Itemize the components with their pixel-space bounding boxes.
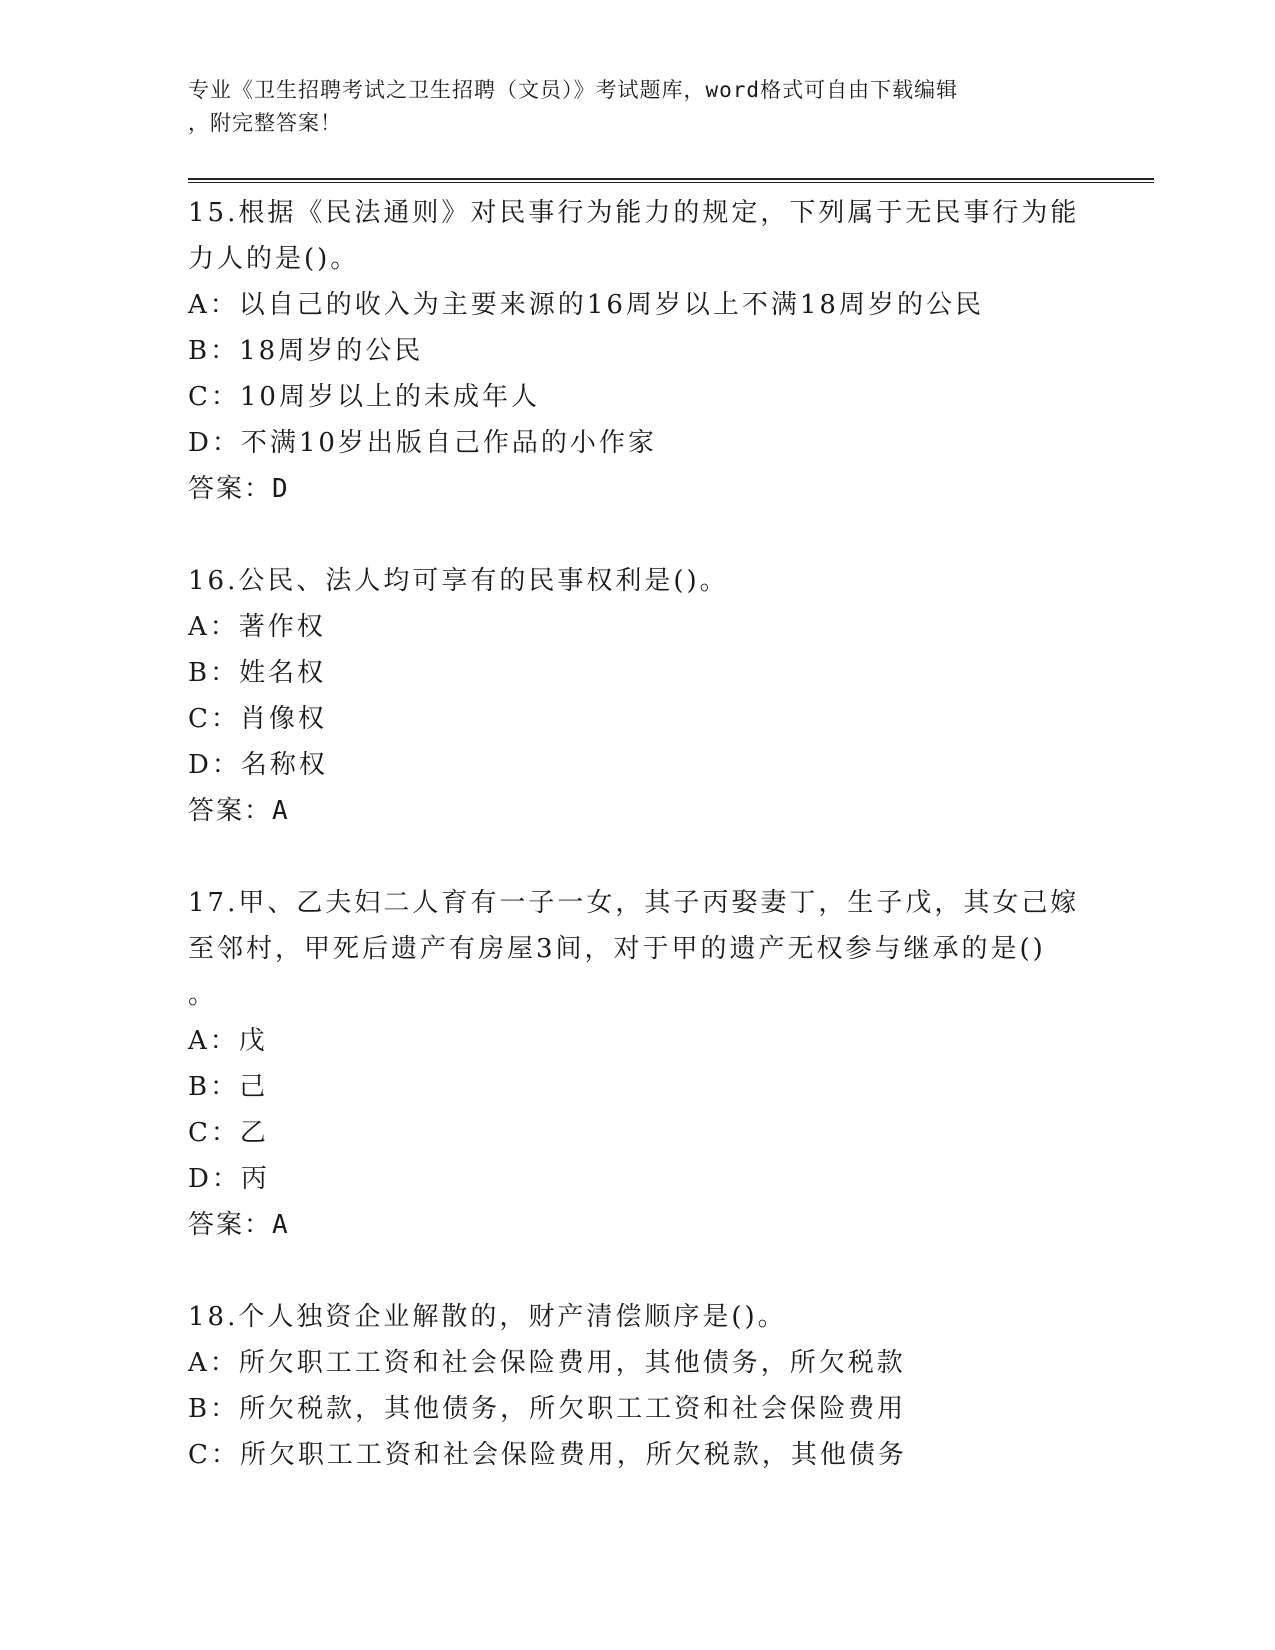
question-stem-line: 力人的是()。	[188, 244, 360, 274]
header-divider	[188, 178, 1154, 183]
option-d: D：丙	[188, 1164, 270, 1194]
option-a: A：著作权	[188, 612, 326, 642]
question-stem-line: 18.个人独资企业解散的，财产清偿顺序是()。	[188, 1302, 787, 1332]
question-15	[188, 190, 1088, 512]
question-18	[188, 1294, 1088, 1478]
spacer	[188, 512, 1088, 558]
option-b: B：所欠税款，其他债务，所欠职工工资和社会保险费用	[188, 1394, 907, 1424]
header-line-1: 专业《卫生招聘考试之卫生招聘（文员）》考试题库，word格式可自由下载编辑	[188, 78, 959, 102]
spacer	[188, 1248, 1088, 1294]
question-stem-line: 17.甲、乙夫妇二人育有一子一女，其子丙娶妻丁，生子戊，其女己嫁	[188, 888, 1080, 918]
option-b: B：姓名权	[188, 658, 327, 688]
question-list	[188, 190, 1088, 1478]
question-stem-line: 15.根据《民法通则》对民事行为能力的规定，下列属于无民事行为能	[188, 198, 1080, 228]
question-16	[188, 558, 1088, 834]
option-d: D：不满10岁出版自己作品的小作家	[188, 428, 657, 458]
header-line-2: ，附完整答案！	[188, 111, 342, 135]
option-c: C：乙	[188, 1118, 269, 1148]
answer-line: 答案：A	[188, 1210, 290, 1240]
option-b: B：己	[188, 1072, 269, 1102]
spacer	[188, 834, 1088, 880]
answer-line: 答案：A	[188, 796, 290, 826]
question-stem-line: 16.公民、法人均可享有的民事权利是()。	[188, 566, 729, 596]
question-stem-line: 至邻村，甲死后遗产有房屋3间，对于甲的遗产无权参与继承的是()	[188, 934, 1046, 964]
option-d: D：名称权	[188, 750, 328, 780]
option-c: C：所欠职工工资和社会保险费用，所欠税款，其他债务	[188, 1440, 907, 1470]
document-header	[188, 74, 1068, 140]
question-stem-line: 。	[188, 980, 218, 1010]
option-a: A：戊	[188, 1026, 268, 1056]
question-17	[188, 880, 1088, 1248]
option-a: A：以自己的收入为主要来源的16周岁以上不满18周岁的公民	[188, 290, 984, 320]
option-c: C：10周岁以上的未成年人	[188, 382, 540, 412]
option-c: C：肖像权	[188, 704, 327, 734]
answer-line: 答案：D	[188, 474, 290, 504]
option-b: B：18周岁的公民	[188, 336, 424, 366]
option-a: A：所欠职工工资和社会保险费用，其他债务，所欠税款	[188, 1348, 906, 1378]
